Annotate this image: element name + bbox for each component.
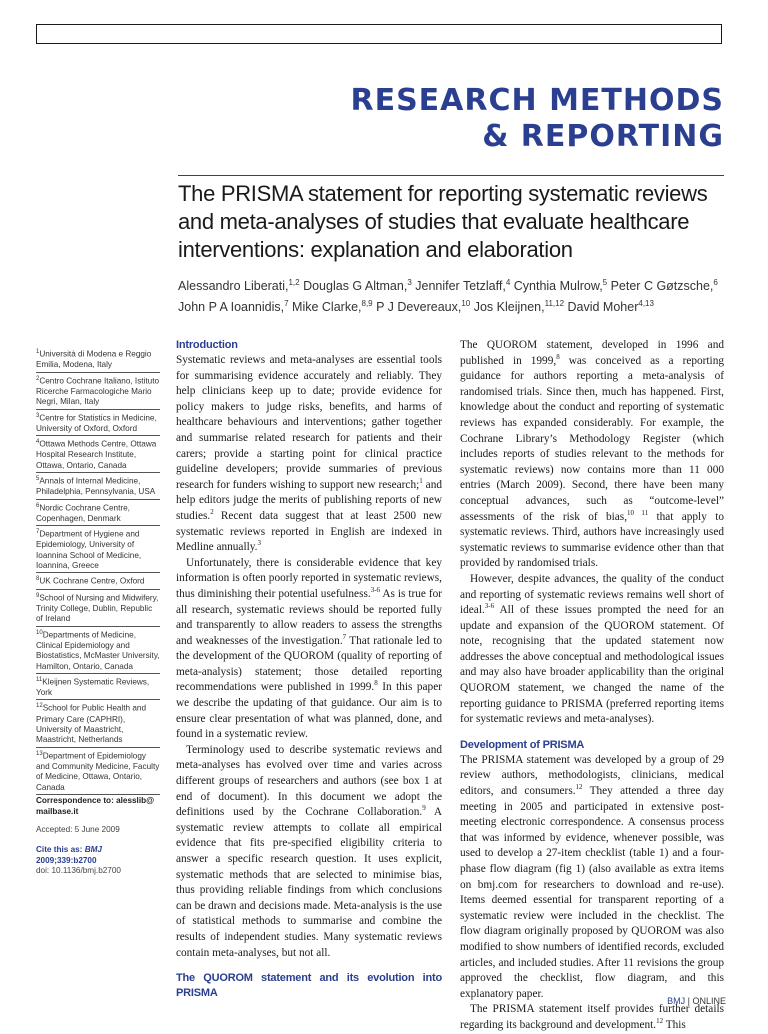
affiliation-number: 5 — [36, 476, 40, 482]
doi: doi: 10.1136/bmj.b2700 — [36, 866, 121, 876]
paragraph: The PRISMA statement itself provides further details regarding its background and development.$^{12}$ This — [460, 1003, 724, 1031]
affiliation-number: 9 — [36, 592, 40, 599]
affiliation-text: Nordic Cochrane Centre, Copenhagen, Denmark — [36, 503, 130, 523]
author: Jennifer Tetzlaff, — [411, 279, 506, 294]
paragraph: However, despite advances, the quality of the conduct and reporting of systematic reviews remains well short of ideal.$^{3-6}$ All of these issues prompted the need for an update and expansion of the QUOROM statement. Of note, recognising that the updated statement now addresses the above conceptual and methodological issues and may also have broader applicability than the original QUOROM statement, we changed the name of the reporting guidance to PRISMA (preferred reporting items for systematic reviews and meta-analyses). — [460, 572, 724, 726]
affiliation-text: Departments of Medicine, Clinical Epidemiology and Biostatistics, McMaster University, Hamilton, Ontario, Canada — [36, 630, 160, 671]
author-affiliation-ref: 11,12 — [544, 299, 565, 309]
affiliation — [36, 500, 160, 527]
paragraph: Systematic reviews and meta-analyses are essential tools for summarising evidence accurately and reliably. They help clinicians keep up to date; provide evidence for policy makers to judge risks, benefits, and harms of healthcare behaviours and interventions; gather together and summarise related research for patients and their carers; provide a starting point for clinical practice guideline developers; provide summaries of previous research for funders wishing to support new research;$^1$ and help editors judge the merits of publishing reports of new studies.$^2$ Recent data suggest that at least 2500 new systematic reviews reported in English are indexed in Medline annually.$^3$ — [176, 354, 442, 554]
affiliation-text: Department of Epidemiology and Community Medicine, Faculty of Medicine, Ottawa, Ontario, Canada — [36, 751, 160, 792]
affiliation-number: 4 — [36, 439, 40, 446]
author: Jos Kleijnen, — [470, 300, 545, 315]
author-affiliation-ref: 7 — [284, 299, 289, 309]
citation — [36, 845, 160, 866]
author-affiliation-ref: 4,13 — [638, 299, 654, 309]
page-footer — [667, 996, 726, 1006]
affiliation-number: 10 — [36, 629, 43, 636]
paragraph: Unfortunately, there is considerable evidence that key information is often poorly reported in systematic reviews, thus diminishing their potential usefulness.$^{3-6}$ As is true for all research, systematic reviews should be reported fully and transparently to allow readers to assess the strengths and weaknesses of the investigation.$^7$ That rationale led to the development of the QUOROM (quality of reporting of meta-analysis) statement; those detailed reporting recommendations were published in 1999.$^8$ In this paper we describe the updating of that guidance. Our aim is to ensure clear presentation of what was planned, done, and found in a systematic review. — [176, 556, 442, 741]
paragraph: The PRISMA statement was developed by a group of 29 review authors, methodologists, clinicians, medical editors, and consumers.$^{12}$ They attended a three day meeting in 2005 and participated in extensive post-meeting electronic correspondence. A consensus process that was informed by evidence, whenever possible, was used to develop a 27-item checklist (table 1) and a four-phase flow diagram (fig 1) (also available as extra items on bmj.com for researchers to download and re-use). Items deemed essential for transparent reporting of a systematic review were included in the checklist. The flow diagram originally proposed by QUOROM was also modified to show numbers of identified records, excluded articles, and included studies. After 11 revisions the group approved the checklist, flow diagram, and this explanatory paper. — [460, 753, 725, 1000]
author: Douglas G Altman, — [299, 279, 408, 294]
paragraph-continued: The QUOROM statement, developed in 1996 and published in 1999,$^8$ was conceived as a reporting guidance for authors reporting a meta-analysis of randomised trials. Since then, much has happened. First, knowledge about the conduct and reporting of systematic reviews has expanded considerably. For example, the Cochrane Library’s Methodology Register (which includes reports of studies relevant to the methods for systematic reviews) now contains more than 11 000 entries (March 2009). Second, there have been many conceptual advances, such as “outcome-level” assessments of the risk of bias,$^{10 11}$ that apply to systematic reviews. Third, authors have increasingly used systematic reviews to summarise evidence other than that provided by randomised trials. — [460, 339, 725, 570]
affiliations-sidebar — [36, 346, 160, 877]
author: Mike Clarke, — [288, 300, 362, 315]
author-affiliation-ref: 3 — [407, 278, 412, 287]
affiliation — [36, 410, 160, 437]
affiliation-number: 3 — [36, 412, 40, 419]
author-affiliation-ref: 6 — [713, 278, 718, 287]
author: Alessandro Liberati, — [178, 279, 289, 294]
affiliation — [36, 346, 160, 373]
footer-journal: BMJ — [667, 996, 686, 1006]
affiliation-text: School for Public Health and Primary Care (CAPHRI), University of Maastricht, Maastricht, Netherlands — [36, 704, 147, 745]
affiliation-text: UK Cochrane Centre, Oxford — [39, 577, 145, 587]
heading-quorom: The QUOROM statement and its evolution into PRISMA — [176, 972, 442, 1000]
affiliation-number: 13 — [36, 750, 43, 757]
title-divider — [178, 175, 724, 176]
affiliation — [36, 627, 160, 674]
affiliation-text: Centre for Statistics in Medicine, University of Oxford, Oxford — [36, 413, 157, 433]
affiliation — [36, 473, 160, 500]
correspondence: Correspondence to: alesslib@ mailbase.it — [36, 796, 155, 816]
author-list — [178, 274, 724, 316]
affiliation-text: Annals of Internal Medicine, Philadelphia, Pennsylvania, USA — [36, 476, 156, 497]
affiliation-list — [36, 346, 160, 795]
cite-journal: BMJ — [84, 845, 102, 855]
author-affiliation-ref: 8,9 — [361, 299, 373, 309]
paragraph: Terminology used to describe systematic reviews and meta-analyses has evolved over time and varies across different groups of researchers and authors (see box 1 at end of document). In this document we adopt the definitions used by the Cochrane Collaboration.$^9$ A systematic review attempts to collate all empirical evidence that fits pre-specified eligibility criteria to answer a specific research question. It uses explicit, systematic methods that are selected to minimise bias, thus providing reliable findings from which conclusions can be drawn and decisions made. Meta-analysis is the use of statistical methods to summarise and combine the results of independent studies. Many systematic reviews contain meta-analyses, but not all. — [176, 743, 443, 959]
section-heading-line1: RESEARCH METHODS — [350, 83, 724, 118]
affiliation-number: 1 — [36, 349, 40, 355]
article-title: The PRISMA statement for reporting systematic reviews and meta-analyses of studies that evaluate healthcare interventions: explanation and elaboration — [178, 181, 708, 262]
affiliation — [36, 590, 160, 627]
affiliation-number: 8 — [36, 576, 40, 583]
author: John P A Ioannidis, — [178, 300, 285, 315]
affiliation-text: School of Nursing and Midwifery, Trinity College, Dublin, Republic of Ireland — [36, 593, 159, 624]
accepted-date: Accepted: 5 June 2009 — [36, 824, 120, 834]
affiliation-number: 7 — [36, 529, 40, 536]
affiliation-number: 2 — [36, 375, 40, 382]
affiliation — [36, 674, 160, 701]
section-heading — [350, 83, 724, 155]
section-heading-line2: & REPORTING — [482, 119, 724, 154]
heading-development: Development of PRISMA — [460, 738, 585, 751]
affiliation — [36, 526, 160, 573]
cite-ref: 2009;339:b2700 — [36, 855, 97, 865]
affiliation-text: Centro Cochrane Italiano, Istituto Ricerche Farmacologiche Mario Negri, Milan, Italy — [36, 376, 160, 407]
affiliation-number: 12 — [36, 703, 43, 710]
body-column-1 — [176, 338, 442, 1001]
heading-introduction: Introduction — [176, 339, 238, 351]
author-affiliation-ref: 5 — [602, 278, 608, 287]
affiliation-number: 6 — [36, 502, 40, 509]
author-affiliation-ref: 1,2 — [288, 278, 300, 287]
header-frame — [36, 24, 722, 44]
author-affiliation-ref: 10 — [461, 299, 471, 309]
author: P J Devereaux, — [372, 300, 462, 315]
affiliation — [36, 436, 160, 473]
affiliation-text: Kleijnen Systematic Reviews, York — [36, 677, 150, 698]
author: Peter C Gøtzsche, — [607, 279, 714, 294]
affiliation — [36, 373, 160, 410]
affiliation-text: Department of Hygiene and Epidemiology, University of Ioannina School of Medicine, Ioannina, Greece — [36, 529, 142, 571]
footer-separator: | — [685, 996, 693, 1006]
affiliation-text: Università di Modena e Reggio Emilia, Modena, Italy — [36, 349, 152, 370]
affiliation — [36, 748, 160, 795]
affiliation-number: 11 — [36, 676, 43, 683]
affiliation-text: Ottawa Methods Centre, Ottawa Hospital Research Institute, Ottawa, Ontario, Canada — [36, 439, 157, 470]
author: David Moher — [564, 300, 639, 315]
author-affiliation-ref: 4 — [505, 278, 511, 287]
author: Cynthia Mulrow, — [510, 279, 603, 294]
cite-label: Cite this as: — [36, 845, 83, 855]
affiliation — [36, 573, 160, 589]
footer-online: ONLINE — [692, 996, 726, 1006]
affiliation — [36, 700, 160, 747]
